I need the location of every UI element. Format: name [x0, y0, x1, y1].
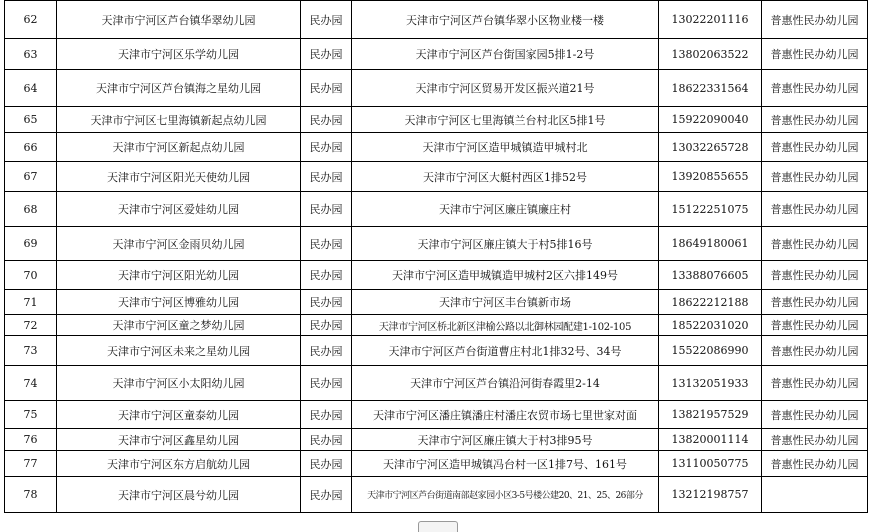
cell-address: 天津市宁河区丰台镇新市场: [352, 290, 659, 315]
table-row: [5, 451, 868, 477]
cell-type: 民办园: [301, 429, 352, 451]
cell-category: 普惠性民办幼儿园: [762, 192, 868, 227]
cell-number: 78: [5, 477, 57, 513]
cell-name: 天津市宁河区未来之星幼儿园: [57, 336, 301, 366]
table-row: [5, 70, 868, 107]
cell-phone: 13820001114: [659, 429, 762, 451]
cell-type: 民办园: [301, 1, 352, 39]
cell-name: 天津市宁河区晨兮幼儿园: [57, 477, 301, 513]
cell-number: 66: [5, 133, 57, 162]
cell-type: 民办园: [301, 227, 352, 261]
cell-address: 天津市宁河区廉庄镇廉庄村: [352, 192, 659, 227]
cell-name: 天津市宁河区小太阳幼儿园: [57, 366, 301, 401]
cell-phone: 15122251075: [659, 192, 762, 227]
cell-address: 天津市宁河区七里海镇兰台村北区5排1号: [352, 107, 659, 133]
cell-phone: 13802063522: [659, 39, 762, 70]
cell-phone: 13110050775: [659, 451, 762, 477]
cell-name: 天津市宁河区阳光天使幼儿园: [57, 162, 301, 192]
table-row: [5, 227, 868, 261]
cell-number: 74: [5, 366, 57, 401]
cell-phone: 13032265728: [659, 133, 762, 162]
cell-category: 普惠性民办幼儿园: [762, 366, 868, 401]
cell-phone: 13022201116: [659, 1, 762, 39]
cell-address: 天津市宁河区造甲城镇造甲城村北: [352, 133, 659, 162]
cell-category: 普惠性民办幼儿园: [762, 315, 868, 336]
cell-address: 天津市宁河区廉庄镇大于村5排16号: [352, 227, 659, 261]
cell-address: 天津市宁河区芦台镇华翠小区物业楼一楼: [352, 1, 659, 39]
cell-type: 民办园: [301, 39, 352, 70]
table-row: [5, 429, 868, 451]
cell-phone: 18622331564: [659, 70, 762, 107]
page-tab[interactable]: [418, 521, 458, 532]
cell-number: 63: [5, 39, 57, 70]
cell-type: 民办园: [301, 107, 352, 133]
cell-address: 天津市宁河区芦台镇沿河街春霞里2-14: [352, 366, 659, 401]
table-row: [5, 107, 868, 133]
cell-address: 天津市宁河区芦台街国家园5排1-2号: [352, 39, 659, 70]
table-row: [5, 261, 868, 290]
cell-category: 普惠性民办幼儿园: [762, 162, 868, 192]
cell-phone: 13132051933: [659, 366, 762, 401]
kindergarten-table: [4, 0, 868, 513]
cell-number: 77: [5, 451, 57, 477]
cell-category: 普惠性民办幼儿园: [762, 290, 868, 315]
cell-number: 76: [5, 429, 57, 451]
cell-type: 民办园: [301, 133, 352, 162]
cell-phone: 18649180061: [659, 227, 762, 261]
cell-name: 天津市宁河区博雅幼儿园: [57, 290, 301, 315]
cell-name: 天津市宁河区金雨贝幼儿园: [57, 227, 301, 261]
cell-type: 民办园: [301, 451, 352, 477]
cell-category: [762, 477, 868, 513]
cell-name: 天津市宁河区童之梦幼儿园: [57, 315, 301, 336]
cell-name: 天津市宁河区阳光幼儿园: [57, 261, 301, 290]
cell-category: 普惠性民办幼儿园: [762, 401, 868, 429]
cell-type: 民办园: [301, 162, 352, 192]
table-body: [5, 1, 868, 513]
table-row: [5, 366, 868, 401]
cell-address: 天津市宁河区大艇村西区1排52号: [352, 162, 659, 192]
cell-name: 天津市宁河区鑫星幼儿园: [57, 429, 301, 451]
cell-type: 民办园: [301, 315, 352, 336]
cell-name: 天津市宁河区爱娃幼儿园: [57, 192, 301, 227]
cell-number: 62: [5, 1, 57, 39]
cell-phone: 15922090040: [659, 107, 762, 133]
cell-number: 64: [5, 70, 57, 107]
cell-category: 普惠性民办幼儿园: [762, 107, 868, 133]
cell-phone: 15522086990: [659, 336, 762, 366]
cell-type: 民办园: [301, 336, 352, 366]
table-row: [5, 290, 868, 315]
cell-number: 72: [5, 315, 57, 336]
cell-type: 民办园: [301, 477, 352, 513]
cell-address: 天津市宁河区贸易开发区振兴道21号: [352, 70, 659, 107]
cell-name: 天津市宁河区童泰幼儿园: [57, 401, 301, 429]
cell-address: 天津市宁河区廉庄镇大于村3排95号: [352, 429, 659, 451]
cell-number: 70: [5, 261, 57, 290]
cell-category: 普惠性民办幼儿园: [762, 429, 868, 451]
cell-type: 民办园: [301, 70, 352, 107]
cell-category: 普惠性民办幼儿园: [762, 133, 868, 162]
cell-name: 天津市宁河区芦台镇华翠幼儿园: [57, 1, 301, 39]
table-row: [5, 39, 868, 70]
cell-phone: 18522031020: [659, 315, 762, 336]
cell-number: 75: [5, 401, 57, 429]
cell-category: 普惠性民办幼儿园: [762, 227, 868, 261]
table-row: [5, 336, 868, 366]
cell-type: 民办园: [301, 290, 352, 315]
cell-address: 天津市宁河区芦台街道南部赵家园小区3-5号楼公建20、21、25、26部分: [352, 477, 659, 513]
cell-number: 67: [5, 162, 57, 192]
table-row: [5, 192, 868, 227]
cell-name: 天津市宁河区乐学幼儿园: [57, 39, 301, 70]
cell-name: 天津市宁河区东方启航幼儿园: [57, 451, 301, 477]
table-row: [5, 133, 868, 162]
cell-number: 65: [5, 107, 57, 133]
cell-type: 民办园: [301, 192, 352, 227]
cell-number: 68: [5, 192, 57, 227]
table-row: [5, 1, 868, 39]
cell-category: 普惠性民办幼儿园: [762, 70, 868, 107]
cell-phone: 13388076605: [659, 261, 762, 290]
table-row: [5, 477, 868, 513]
cell-name: 天津市宁河区芦台镇海之星幼儿园: [57, 70, 301, 107]
cell-type: 民办园: [301, 261, 352, 290]
cell-address: 天津市宁河区造甲城镇造甲城村2区六排149号: [352, 261, 659, 290]
cell-phone: 13821957529: [659, 401, 762, 429]
cell-type: 民办园: [301, 401, 352, 429]
cell-category: 普惠性民办幼儿园: [762, 1, 868, 39]
cell-name: 天津市宁河区七里海镇新起点幼儿园: [57, 107, 301, 133]
table-row: [5, 315, 868, 336]
cell-address: 天津市宁河区芦台街道曹庄村北1排32号、34号: [352, 336, 659, 366]
table-row: [5, 401, 868, 429]
cell-number: 69: [5, 227, 57, 261]
cell-address: 天津市宁河区潘庄镇潘庄村潘庄农贸市场七里世家对面: [352, 401, 659, 429]
cell-phone: 13920855655: [659, 162, 762, 192]
cell-name: 天津市宁河区新起点幼儿园: [57, 133, 301, 162]
cell-number: 71: [5, 290, 57, 315]
cell-address: 天津市宁河区造甲城镇冯台村一区1排7号、161号: [352, 451, 659, 477]
cell-address: 天津市宁河区桥北新区津榆公路以北御林园配建1-102-105: [352, 315, 659, 336]
cell-category: 普惠性民办幼儿园: [762, 261, 868, 290]
cell-category: 普惠性民办幼儿园: [762, 336, 868, 366]
cell-phone: 18622212188: [659, 290, 762, 315]
cell-number: 73: [5, 336, 57, 366]
table-row: [5, 162, 868, 192]
cell-phone: 13212198757: [659, 477, 762, 513]
cell-type: 民办园: [301, 366, 352, 401]
cell-category: 普惠性民办幼儿园: [762, 451, 868, 477]
cell-category: 普惠性民办幼儿园: [762, 39, 868, 70]
